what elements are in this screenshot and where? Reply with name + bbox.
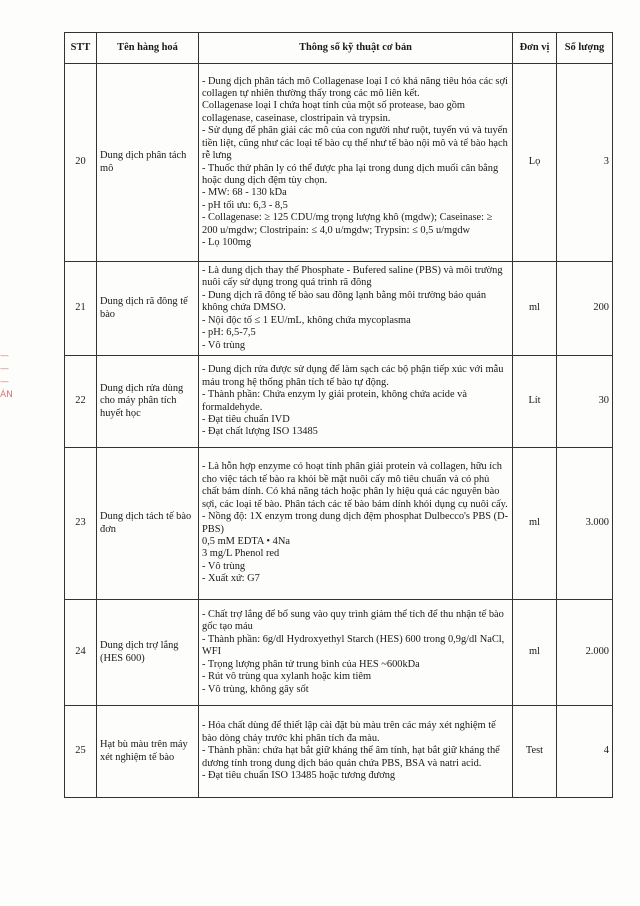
spec-line: - Đạt tiêu chuẩn ISO 13485 hoặc tương đương — [202, 770, 396, 782]
spec-line: Collagenase loại I chứa hoạt tính của một số protease, bao gồm collagenase, caseinase, clostripain và trypsin. — [202, 100, 466, 124]
header-name: Tên hàng hoá — [97, 33, 199, 64]
row-stt: 21 — [65, 262, 97, 356]
spec-line: - Dung dịch rửa được sử dụng để làm sạch các bộ phận tiếp xúc với mẫu máu trong hệ thống phân tích tế bào tự động. — [202, 364, 504, 388]
spec-line: - Lọ 100mg — [202, 236, 252, 248]
row-unit: ml — [513, 448, 557, 600]
spec-line: - Là hỗn hợp enzyme có hoạt tính phân giải protein và collagen, hữu ích cho việc tách tế bào ra khỏi bề mặt nuôi cấy mô tiêu chuẩn và có phủ chất bám dính. Có khả năng tách hoặc phân ly hiệu quả các nguyên bào sợi, các loại tế bào. Phân tách các tế bào bám dính khỏi dụng cụ nuôi cấy. — [202, 461, 508, 510]
margin-stamp: — — — ÁN — [0, 351, 13, 400]
spec-line: - Thuốc thử phân ly có thể được pha lại trong dung dịch muối cân bằng hoặc dung dịch đệm tùy chọn. — [202, 162, 499, 186]
spec-line: - Trọng lượng phân tử trung bình của HES ~600kDa — [202, 658, 420, 670]
row-spec — [199, 262, 513, 356]
spec-line: 0,5 mM EDTA • 4Na — [202, 535, 290, 547]
row-item-name: Hạt bù màu trên máy xét nghiệm tế bào — [97, 706, 199, 798]
row-item-name: Dung dịch rã đông tế bào — [97, 262, 199, 356]
spec-line: - pH tối ưu: 6,3 - 8,5 — [202, 199, 288, 211]
spec-line: - Chất trợ lắng để bổ sung vào quy trình giảm thể tích để thu nhận tế bào gốc tạo máu — [202, 609, 504, 633]
row-unit: Lọ — [513, 64, 557, 262]
spec-line: - Dung dịch rã đông tế bào sau đông lạnh bằng môi trường bảo quản không chứa DMSO. — [202, 289, 487, 314]
row-unit: Test — [513, 706, 557, 798]
spec-line: - Đạt tiêu chuẩn IVD — [202, 413, 290, 425]
row-item-name: Dung dịch tách tế bào đơn — [97, 448, 199, 600]
row-qty: 3 — [557, 64, 613, 262]
table-row — [65, 64, 613, 262]
row-stt: 25 — [65, 706, 97, 798]
row-qty: 30 — [557, 356, 613, 448]
table-row — [65, 262, 613, 356]
header-spec: Thông số kỹ thuật cơ bản — [199, 33, 513, 64]
row-stt: 23 — [65, 448, 97, 600]
spec-line: - Collagenase: ≥ 125 CDU/mg trọng lượng khô (mgdw); Caseinase: ≥ 200 u/mgdw; Clostripain: ≤ 4,0 u/mgdw; Trypsin: ≤ 0,5 u/mgdw — [202, 212, 493, 236]
spec-line: - Dung dịch phân tách mô Collagenase loại I có khả năng tiêu hóa các sợi collagen tự nhiên thường thấy trong các mô liên kết. — [202, 75, 508, 100]
row-item-name: Dung dịch rửa dùng cho máy phân tích huyết học — [97, 356, 199, 448]
table-row — [65, 356, 613, 448]
row-unit: Lít — [513, 356, 557, 448]
header-unit: Đơn vị — [513, 33, 557, 64]
row-spec — [199, 706, 513, 798]
spec-line: - Vô trùng, không gây sốt — [202, 683, 309, 695]
row-spec — [199, 356, 513, 448]
table-row — [65, 600, 613, 706]
row-item-name: Dung dịch trợ lắng (HES 600) — [97, 600, 199, 706]
spec-line: - MW: 68 - 130 kDa — [202, 187, 287, 199]
spec-line: - Vô trùng — [202, 560, 246, 572]
spec-line: - Là dung dịch thay thế Phosphate - Bufered saline (PBS) và môi trường nuôi cấy sử dụng trong quá trình rã đông — [202, 265, 503, 289]
spec-line: - Nội độc tố ≤ 1 EU/mL, không chứa mycoplasma — [202, 314, 411, 326]
spec-line: - Đạt chất lượng ISO 13485 — [202, 426, 318, 438]
spec-line: 3 mg/L Phenol red — [202, 548, 280, 560]
spec-line: - Sử dụng để phân giải các mô của con người như ruột, tuyến vú và tuyến tiền liệt, cũng như các loại tế bào cụ thể như tế bào nội mô và tế bào hạch rễ lưng — [202, 125, 508, 162]
spec-line: - pH: 6,5-7,5 — [202, 327, 256, 339]
spec-line: - Hóa chất dùng để thiết lập cài đặt bù màu trên các máy xét nghiệm tế bào dòng chảy trước khi phân tích đa màu. — [202, 720, 496, 744]
spec-line: - Xuất xứ: G7 — [202, 573, 260, 585]
row-spec — [199, 448, 513, 600]
row-stt: 20 — [65, 64, 97, 262]
row-spec — [199, 64, 513, 262]
row-stt: 24 — [65, 600, 97, 706]
row-spec — [199, 600, 513, 706]
spec-line: - Thành phần: 6g/dl Hydroxyethyl Starch (HES) 600 trong 0,9g/dl NaCl, WFI — [202, 633, 505, 658]
technical-spec-table — [64, 32, 613, 798]
row-qty: 2.000 — [557, 600, 613, 706]
spec-line: - Nồng độ: 1X enzym trong dung dịch đệm phosphat Dulbecco's PBS (D-PBS) — [202, 511, 509, 535]
row-qty: 200 — [557, 262, 613, 356]
row-stt: 22 — [65, 356, 97, 448]
spec-line: - Rút vô trùng qua xylanh hoặc kim tiêm — [202, 671, 372, 683]
row-qty: 4 — [557, 706, 613, 798]
row-unit: ml — [513, 600, 557, 706]
row-unit: ml — [513, 262, 557, 356]
table-row — [65, 706, 613, 798]
spec-line: - Thành phần: chứa hạt bắt giữ kháng thể âm tính, hạt bắt giữ kháng thể dương tính trong dung dịch bảo quản chứa PBS, BSA và natri acid. — [202, 745, 500, 769]
row-qty: 3.000 — [557, 448, 613, 600]
header-qty: Số lượng — [557, 33, 613, 64]
row-item-name: Dung dịch phân tách mô — [97, 64, 199, 262]
spec-line: - Thành phần: Chứa enzym ly giải protein, không chứa acide và formaldehyde. — [202, 389, 467, 413]
table-header-row — [65, 33, 613, 64]
spec-line: - Vô trùng — [202, 339, 246, 351]
table-row — [65, 448, 613, 600]
header-stt: STT — [65, 33, 97, 64]
